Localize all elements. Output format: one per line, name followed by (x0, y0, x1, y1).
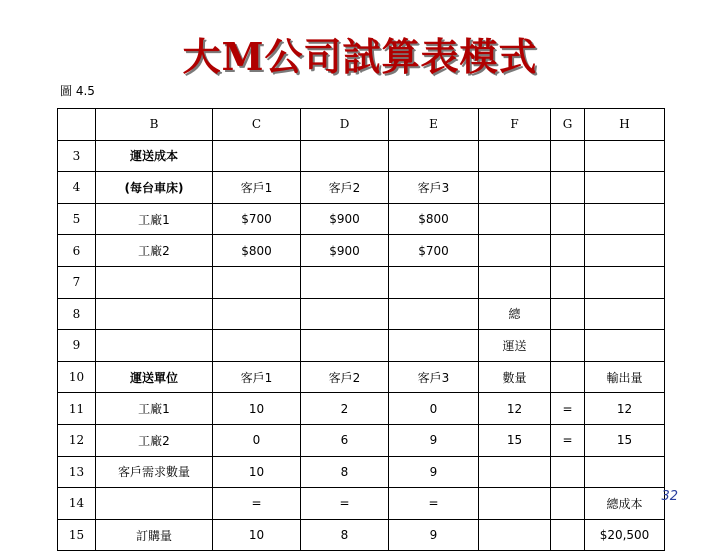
row-header-9[interactable]: 9 (58, 330, 96, 362)
cell-d15[interactable]: 8 (301, 519, 389, 551)
cell-e12[interactable]: 9 (389, 424, 479, 456)
cell-d8[interactable] (301, 298, 389, 330)
cell-f4[interactable] (479, 172, 551, 204)
cell-c6[interactable]: $800 (213, 235, 301, 267)
cell-c7[interactable] (213, 266, 301, 298)
cell-e10[interactable]: 客戶3 (389, 361, 479, 393)
cell-c11[interactable]: 10 (213, 393, 301, 425)
cell-h11[interactable]: 12 (585, 393, 665, 425)
row-header-12[interactable]: 12 (58, 424, 96, 456)
cell-g13[interactable] (551, 456, 585, 488)
cell-b3[interactable]: 運送成本 (96, 140, 213, 172)
cell-d10[interactable]: 客戶2 (301, 361, 389, 393)
cell-h5[interactable] (585, 203, 665, 235)
cell-h12[interactable]: 15 (585, 424, 665, 456)
row-header-13[interactable]: 13 (58, 456, 96, 488)
cell-g4[interactable] (551, 172, 585, 204)
cell-f7[interactable] (479, 266, 551, 298)
column-header-c[interactable]: C (213, 109, 301, 141)
cell-b4[interactable]: (每台車床) (96, 172, 213, 204)
cell-d7[interactable] (301, 266, 389, 298)
row-header-15[interactable]: 15 (58, 519, 96, 551)
cell-h4[interactable] (585, 172, 665, 204)
cell-d13[interactable]: 8 (301, 456, 389, 488)
cell-h9[interactable] (585, 330, 665, 362)
cell-h13[interactable] (585, 456, 665, 488)
cell-e4[interactable]: 客戶3 (389, 172, 479, 204)
cell-e15[interactable]: 9 (389, 519, 479, 551)
cell-e13[interactable]: 9 (389, 456, 479, 488)
cell-f13[interactable] (479, 456, 551, 488)
cell-c5[interactable]: $700 (213, 203, 301, 235)
cell-b10[interactable]: 運送單位 (96, 361, 213, 393)
cell-e3[interactable] (389, 140, 479, 172)
spreadsheet-grid (57, 108, 665, 551)
figure-label: 圖 4.5 (60, 84, 95, 98)
cell-c9[interactable] (213, 330, 301, 362)
cell-f6[interactable] (479, 235, 551, 267)
column-header-h[interactable]: H (585, 109, 665, 141)
cell-f14[interactable] (479, 488, 551, 520)
cell-f12[interactable]: 15 (479, 424, 551, 456)
cell-b6[interactable]: 工廠2 (96, 235, 213, 267)
cell-c15[interactable]: 10 (213, 519, 301, 551)
row-header-11[interactable]: 11 (58, 393, 96, 425)
cell-h15-total-cost[interactable]: $20,500 (585, 519, 665, 551)
cell-f9[interactable]: 運送 (479, 330, 551, 362)
column-header-e[interactable]: E (389, 109, 479, 141)
cell-g8[interactable] (551, 298, 585, 330)
cell-d6[interactable]: $900 (301, 235, 389, 267)
slide-title: 大M公司試算表模式 (182, 34, 538, 79)
cell-h6[interactable] (585, 235, 665, 267)
cell-b14[interactable] (96, 488, 213, 520)
cell-d12[interactable]: 6 (301, 424, 389, 456)
cell-c8[interactable] (213, 298, 301, 330)
cell-c10[interactable]: 客戶1 (213, 361, 301, 393)
select-all-corner[interactable] (58, 109, 96, 141)
cell-b15[interactable]: 訂購量 (96, 519, 213, 551)
cell-b11[interactable]: 工廠1 (96, 393, 213, 425)
cell-g5[interactable] (551, 203, 585, 235)
row-header-6[interactable]: 6 (58, 235, 96, 267)
row-header-10[interactable]: 10 (58, 361, 96, 393)
cell-d3[interactable] (301, 140, 389, 172)
cell-d11[interactable]: 2 (301, 393, 389, 425)
row-header-8[interactable]: 8 (58, 298, 96, 330)
cell-f3[interactable] (479, 140, 551, 172)
column-header-g[interactable]: G (551, 109, 585, 141)
row-header-5[interactable]: 5 (58, 203, 96, 235)
cell-e8[interactable] (389, 298, 479, 330)
cell-g15[interactable] (551, 519, 585, 551)
column-header-b[interactable]: B (96, 109, 213, 141)
cell-g3[interactable] (551, 140, 585, 172)
cell-d4[interactable]: 客戶2 (301, 172, 389, 204)
cell-b9[interactable] (96, 330, 213, 362)
cell-d9[interactable] (301, 330, 389, 362)
cell-c12[interactable]: 0 (213, 424, 301, 456)
cell-e11[interactable]: 0 (389, 393, 479, 425)
row-header-14[interactable]: 14 (58, 488, 96, 520)
cell-b8[interactable] (96, 298, 213, 330)
cell-c3[interactable] (213, 140, 301, 172)
cell-b13[interactable]: 客戶需求數量 (96, 456, 213, 488)
cell-h3[interactable] (585, 140, 665, 172)
cell-g10[interactable] (551, 361, 585, 393)
cell-c14[interactable]: = (213, 488, 301, 520)
cell-e5[interactable]: $800 (389, 203, 479, 235)
cell-d14[interactable]: = (301, 488, 389, 520)
column-header-f[interactable]: F (479, 109, 551, 141)
cell-e6[interactable]: $700 (389, 235, 479, 267)
cell-g14[interactable] (551, 488, 585, 520)
cell-g9[interactable] (551, 330, 585, 362)
cell-h10[interactable]: 輸出量 (585, 361, 665, 393)
row-header-4[interactable]: 4 (58, 172, 96, 204)
cell-h8[interactable] (585, 298, 665, 330)
cell-d5[interactable]: $900 (301, 203, 389, 235)
cell-e14[interactable]: = (389, 488, 479, 520)
cell-g12[interactable]: = (551, 424, 585, 456)
cell-f5[interactable] (479, 203, 551, 235)
column-header-d[interactable]: D (301, 109, 389, 141)
cell-e7[interactable] (389, 266, 479, 298)
cell-e9[interactable] (389, 330, 479, 362)
cell-f11[interactable]: 12 (479, 393, 551, 425)
row-header-3[interactable]: 3 (58, 140, 96, 172)
cell-b7[interactable] (96, 266, 213, 298)
cell-c13[interactable]: 10 (213, 456, 301, 488)
cell-g6[interactable] (551, 235, 585, 267)
cell-c4[interactable]: 客戶1 (213, 172, 301, 204)
cell-h7[interactable] (585, 266, 665, 298)
cell-f15[interactable] (479, 519, 551, 551)
cell-f8[interactable]: 總 (479, 298, 551, 330)
cell-f10[interactable]: 數量 (479, 361, 551, 393)
cell-b5[interactable]: 工廠1 (96, 203, 213, 235)
cell-g7[interactable] (551, 266, 585, 298)
page-number: 32 (661, 489, 678, 504)
row-header-7[interactable]: 7 (58, 266, 96, 298)
cell-g11[interactable]: = (551, 393, 585, 425)
cell-h14[interactable]: 總成本 (585, 488, 665, 520)
cell-b12[interactable]: 工廠2 (96, 424, 213, 456)
